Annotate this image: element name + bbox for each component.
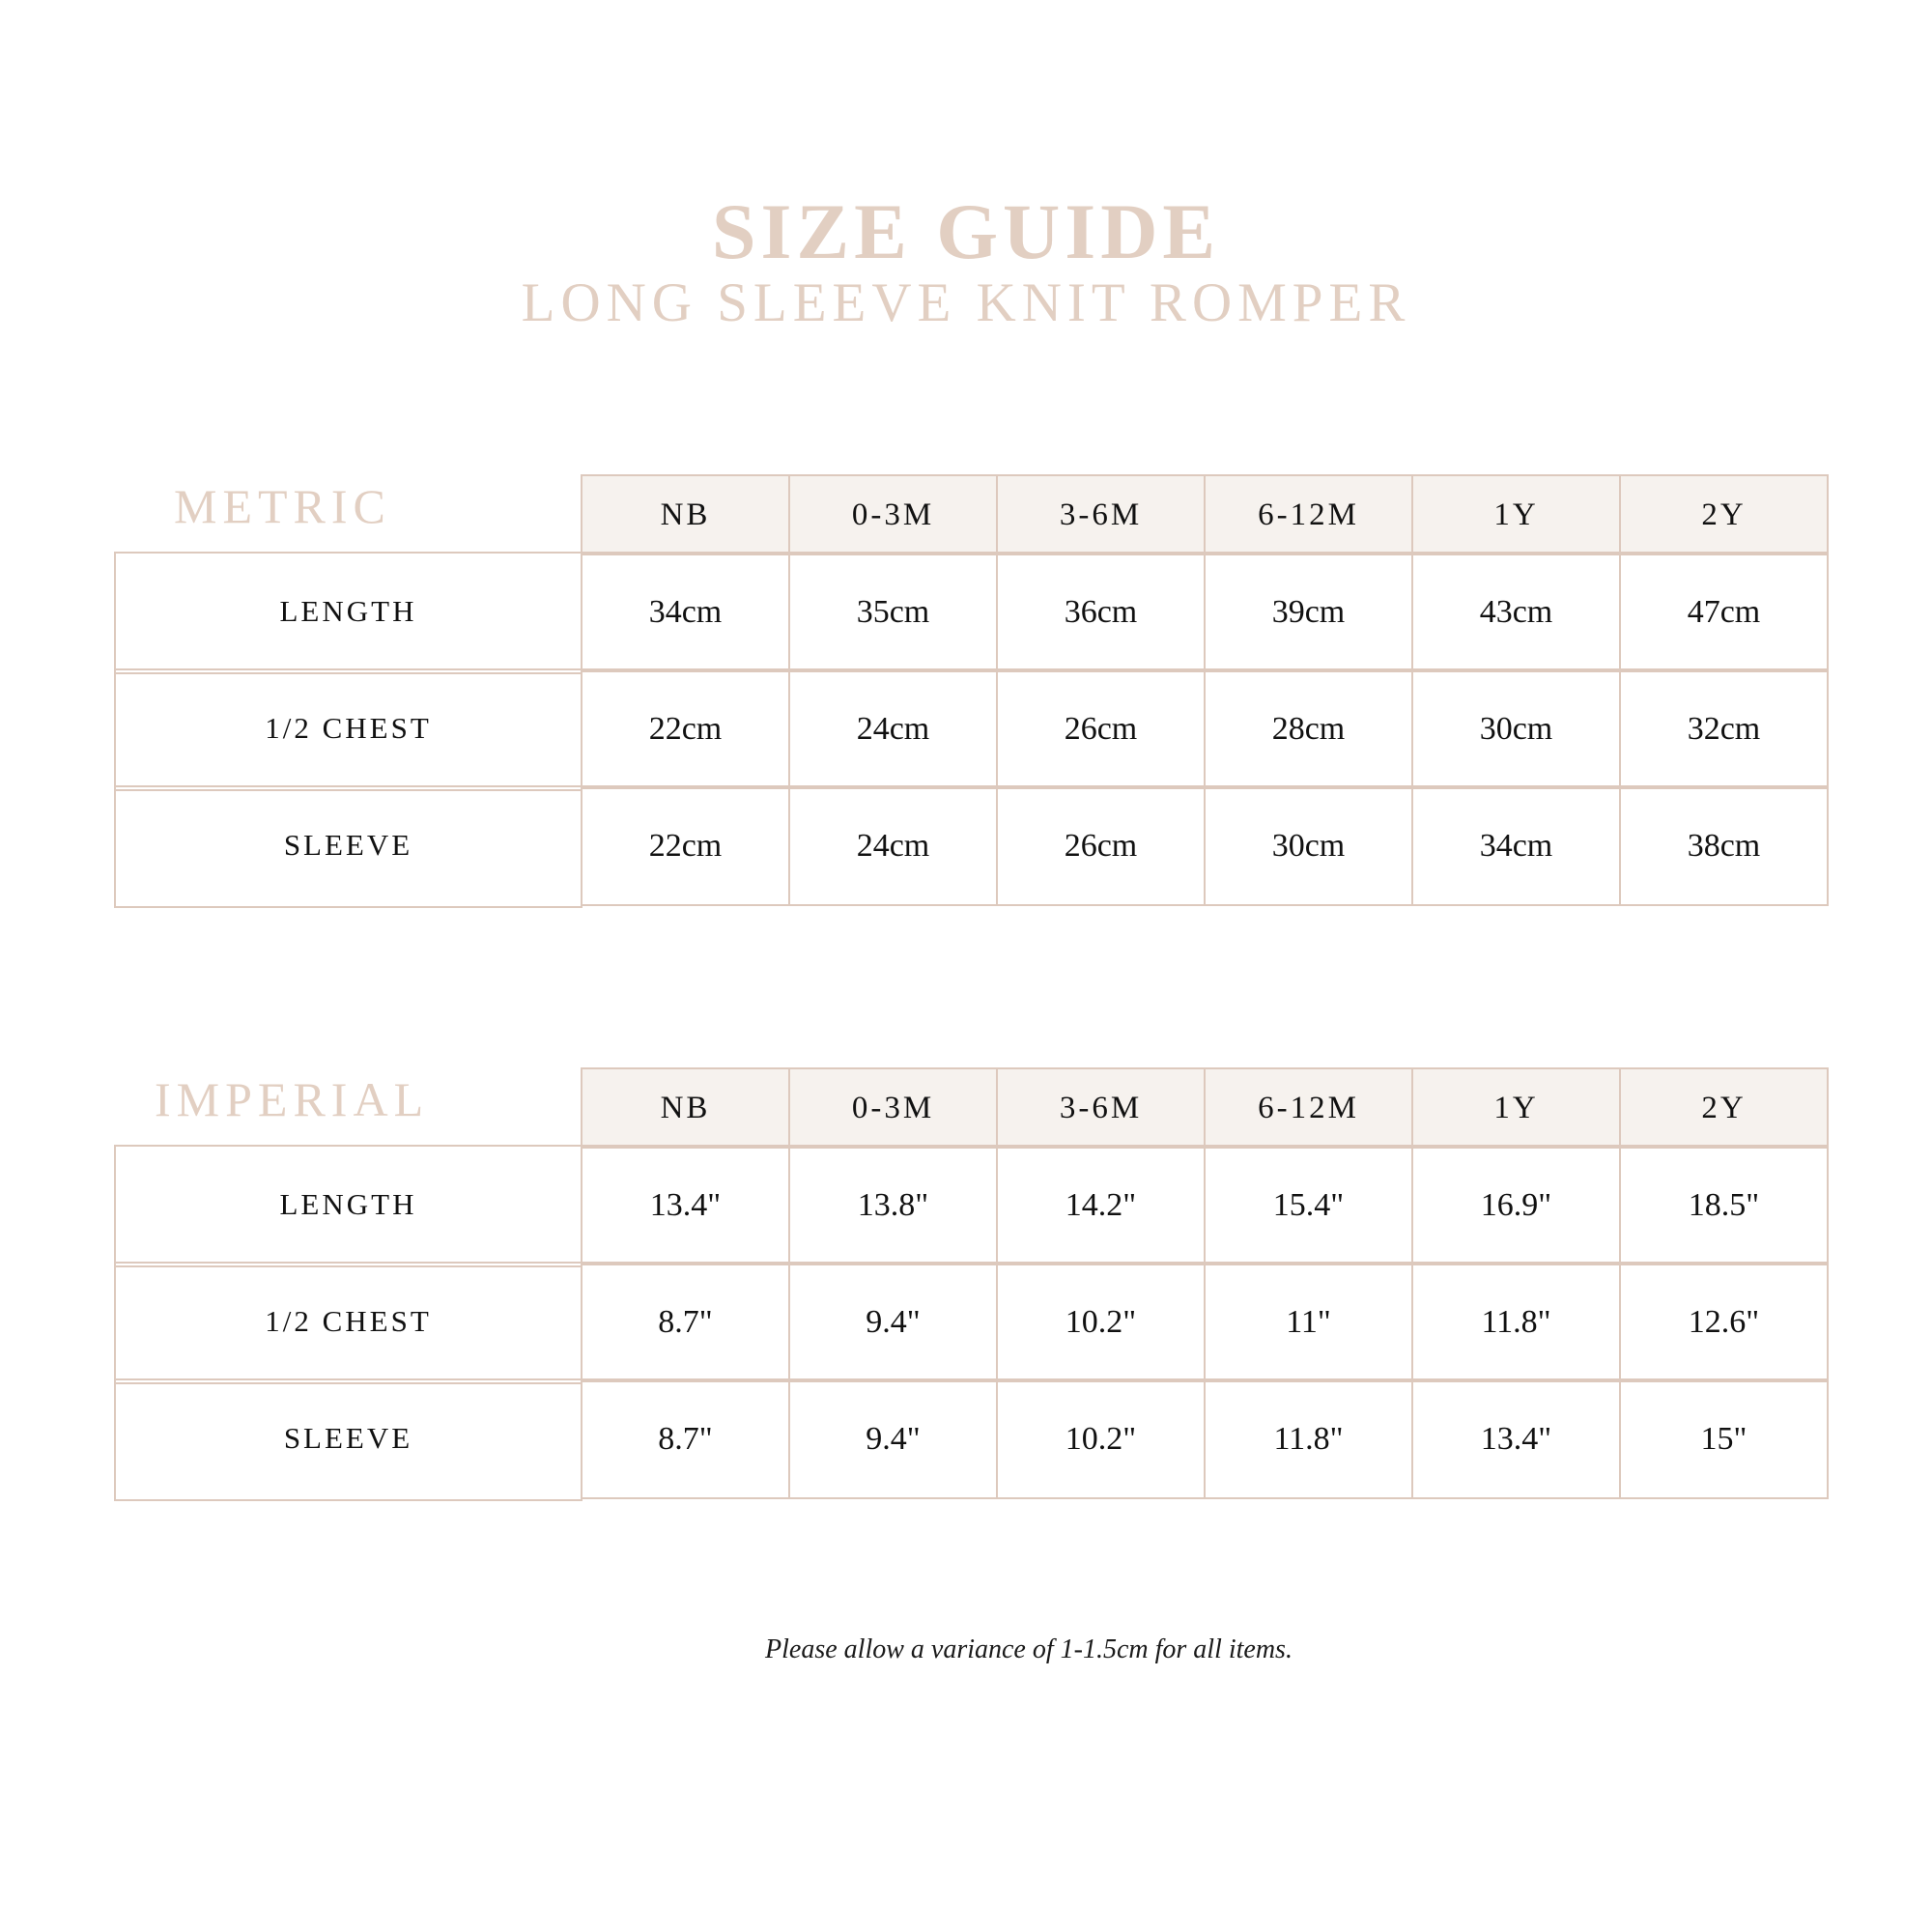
table-cell: 28cm	[1204, 668, 1413, 789]
table-cell: 24cm	[788, 785, 998, 906]
imperial-table-body	[114, 1145, 1829, 1497]
imperial-size-header: 1Y	[1411, 1067, 1621, 1149]
table-cell: 38cm	[1619, 785, 1829, 906]
table-cell: 8.7"	[581, 1378, 790, 1499]
table-cell: 14.2"	[996, 1145, 1206, 1265]
table-cell: 32cm	[1619, 668, 1829, 789]
metric-size-header: NB	[581, 474, 790, 555]
table-cell: 34cm	[1411, 785, 1621, 906]
table-cell: 47cm	[1619, 552, 1829, 672]
table-cell: 22cm	[581, 785, 790, 906]
table-cell: 22cm	[581, 668, 790, 789]
row-label: SLEEVE	[114, 785, 582, 908]
table-cell: 10.2"	[996, 1378, 1206, 1499]
table-cell: 11.8"	[1204, 1378, 1413, 1499]
table-cell: 8.7"	[581, 1262, 790, 1382]
metric-size-header: 1Y	[1411, 474, 1621, 555]
imperial-size-header: NB	[581, 1067, 790, 1149]
table-cell: 13.4"	[1411, 1378, 1621, 1499]
variance-note: Please allow a variance of 1-1.5cm for all items.	[765, 1634, 1293, 1664]
table-cell: 30cm	[1204, 785, 1413, 906]
page-subtitle: LONG SLEEVE KNIT ROMPER	[521, 272, 1411, 333]
table-cell: 12.6"	[1619, 1262, 1829, 1382]
table-cell: 13.4"	[581, 1145, 790, 1265]
table-cell: 39cm	[1204, 552, 1413, 672]
row-label: 1/2 CHEST	[114, 668, 582, 791]
table-cell: 26cm	[996, 668, 1206, 789]
imperial-size-header: 2Y	[1619, 1067, 1829, 1149]
table-cell: 13.8"	[788, 1145, 998, 1265]
table-cell: 35cm	[788, 552, 998, 672]
imperial-header-row	[581, 1067, 1829, 1147]
table-row	[114, 1378, 1829, 1497]
table-cell: 34cm	[581, 552, 790, 672]
table-cell: 10.2"	[996, 1262, 1206, 1382]
table-row	[114, 668, 1829, 787]
metric-table-body	[114, 552, 1829, 904]
imperial-size-header: 0-3M	[788, 1067, 998, 1149]
metric-size-header: 3-6M	[996, 474, 1206, 555]
metric-header-row	[581, 474, 1829, 554]
row-label: LENGTH	[114, 1145, 582, 1267]
table-row	[114, 1262, 1829, 1380]
metric-size-header: 6-12M	[1204, 474, 1413, 555]
table-cell: 24cm	[788, 668, 998, 789]
imperial-size-header: 3-6M	[996, 1067, 1206, 1149]
imperial-size-header: 6-12M	[1204, 1067, 1413, 1149]
metric-size-header: 2Y	[1619, 474, 1829, 555]
row-label: SLEEVE	[114, 1378, 582, 1501]
table-cell: 11"	[1204, 1262, 1413, 1382]
table-cell: 15.4"	[1204, 1145, 1413, 1265]
table-cell: 9.4"	[788, 1378, 998, 1499]
table-cell: 16.9"	[1411, 1145, 1621, 1265]
table-cell: 43cm	[1411, 552, 1621, 672]
table-cell: 26cm	[996, 785, 1206, 906]
page-title: SIZE GUIDE	[711, 187, 1221, 275]
imperial-size-table	[114, 1067, 1827, 1507]
metric-section-label: METRIC	[174, 479, 391, 533]
table-cell: 9.4"	[788, 1262, 998, 1382]
table-cell: 11.8"	[1411, 1262, 1621, 1382]
row-label: LENGTH	[114, 552, 582, 674]
table-row	[114, 552, 1829, 670]
metric-size-header: 0-3M	[788, 474, 998, 555]
table-cell: 30cm	[1411, 668, 1621, 789]
table-row	[114, 1145, 1829, 1264]
row-label: 1/2 CHEST	[114, 1262, 582, 1384]
table-row	[114, 785, 1829, 904]
table-cell: 18.5"	[1619, 1145, 1829, 1265]
table-cell: 36cm	[996, 552, 1206, 672]
imperial-section-label: IMPERIAL	[155, 1072, 430, 1126]
table-cell: 15"	[1619, 1378, 1829, 1499]
metric-size-table	[114, 474, 1827, 914]
